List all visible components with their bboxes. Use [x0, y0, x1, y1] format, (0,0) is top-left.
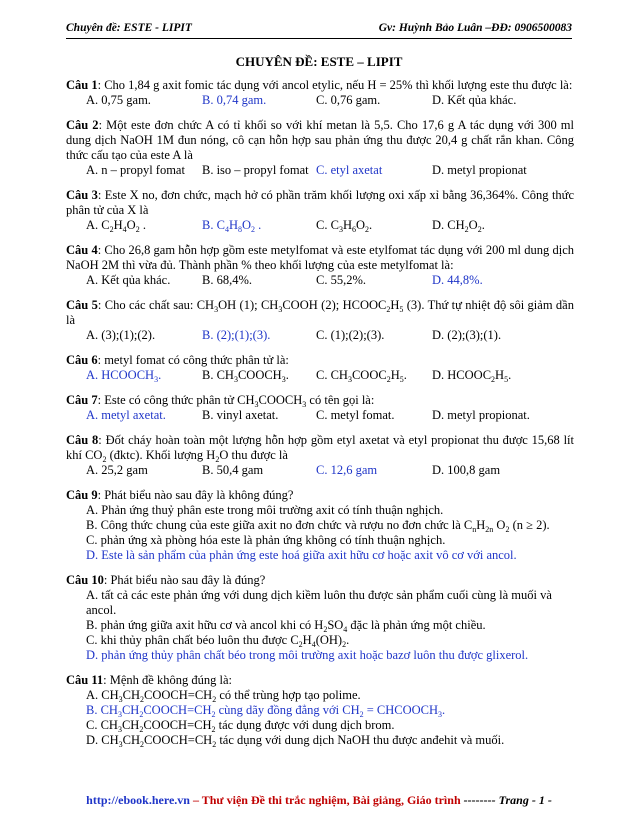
page-number: -------- Trang - 1 - [463, 793, 552, 807]
options [66, 273, 574, 288]
question-stem: : Một este đơn chức A có tỉ khối so với khí metan là 5,5. Cho 17,6 g A tác dụng với 300 ml dung dịch NaOH 1M đun nóng, cô cạn hỗn hợp sau phản ứng thu được 20,4 g chất rắn khan. Công thức cấu tạo của este A là [66, 118, 575, 162]
question-number: Câu 10 [66, 573, 104, 587]
option-c: C. $CH_3CH_2COOCH=CH_2$ tác dụng được với dung dịch brom. [86, 718, 395, 734]
question-stem: : Phát biểu nào sau đây là không đúng? [97, 488, 294, 502]
option-d: D. metyl propionat [432, 163, 527, 177]
question-stem: : Đốt cháy hoàn toàn một lượng hỗn hợp gồm etyl axetat và etyl propionat thu được 15,68 lít khí $CO_2$ (đktc). Khối lượng $H_2O$ thu được là [66, 433, 575, 464]
question-stem: : metyl fomat có công thức phân tử là: [97, 353, 289, 367]
footer-library-text: – Thư viện Đề thi trắc nghiệm, Bài giảng, Giáo trình [189, 793, 464, 807]
option-a: A. tất cả các este phản ứng với dung dịch kiềm luôn thu được sản phẩm cuối cùng là muối và ancol. [86, 588, 552, 617]
option-b: B. phản ứng giữa axit hữu cơ và ancol khi có $H_2SO_4$ đặc là phản ứng một chiều. [86, 618, 486, 634]
option-d: D. $HCOOC_2H_5$. [432, 368, 512, 384]
option-a: A. Kết qủa khác. [86, 273, 171, 287]
option-c: C. $CH_3COOC_2H_5$. [316, 368, 407, 384]
question-11 [66, 673, 574, 748]
question-5 [66, 298, 574, 343]
option-c: C. 12,6 gam [316, 463, 378, 477]
options [66, 163, 574, 178]
question-number: Câu 11 [66, 673, 104, 687]
question-number: Câu 4 [66, 243, 98, 257]
page-footer [0, 793, 638, 808]
option-c: C. metyl fomat. [316, 408, 395, 422]
option-c: C. $C_3H_6O_2$. [316, 218, 373, 234]
question-9 [66, 488, 574, 563]
options [66, 328, 574, 343]
options [66, 463, 574, 478]
question-4 [66, 243, 574, 288]
option-b: B. iso – propyl fomat [202, 163, 309, 177]
option-a: A. 0,75 gam. [86, 93, 151, 107]
option-d: D. 100,8 gam [432, 463, 501, 477]
header-author: Gv: Huỳnh Bảo Luân –ĐĐ: 0906500083 [378, 22, 572, 34]
question-list [66, 78, 574, 758]
question-number: Câu 3 [66, 188, 98, 202]
question-number: Câu 1 [66, 78, 98, 92]
option-d: D. (2);(3);(1). [432, 328, 502, 342]
options [66, 218, 574, 233]
option-a: A. $C_2H_4O_2$ . [86, 218, 146, 234]
question-number: Câu 7 [66, 393, 98, 407]
question-number: Câu 8 [66, 433, 99, 447]
option-b: B. (2);(1);(3). [202, 328, 271, 342]
option-a: A. Phản ứng thuỷ phân este trong môi trường axit có tính thuận nghịch. [86, 503, 444, 517]
question-number: Câu 2 [66, 118, 99, 132]
header-topic: Chuyên đề: ESTE - LIPIT [66, 22, 192, 34]
option-d: D. metyl propionat. [432, 408, 530, 422]
option-b: B. 0,74 gam. [202, 93, 267, 107]
question-number: Câu 6 [66, 353, 98, 367]
option-a: A. $HCOOCH_3$. [86, 368, 162, 384]
option-b: B. 68,4%. [202, 273, 252, 287]
question-stem: : Cho các chất sau: $CH_3OH$ (1); $CH_3COOH$ (2); $HCOOC_2H_5$ (3). Thứ tự nhiệt độ sôi giảm dần là [66, 298, 574, 327]
question-1 [66, 78, 574, 108]
options [66, 368, 574, 383]
question-stem: : Este có công thức phân tử $CH_3COOCH_3$ có tên gọi là: [97, 393, 375, 409]
question-stem: : Phát biểu nào sau đây là đúng? [103, 573, 266, 587]
question-stem: : Este X no, đơn chức, mạch hở có phần trăm khối lượng oxi xấp xỉ bằng 36,364%. Công thức phân tử của X là [66, 188, 574, 217]
question-number: Câu 9 [66, 488, 98, 502]
question-stem: : Cho 26,8 gam hỗn hợp gồm este metylfomat và este etylfomat tác dụng với 200 ml dung dịch NaOH 2M thì vừa đủ. Thành phần % theo khối lượng của este metylfomat là: [66, 243, 574, 272]
question-2 [66, 118, 574, 178]
question-7 [66, 393, 574, 423]
option-a: A. 25,2 gam [86, 463, 148, 477]
footer-link[interactable]: http://ebook.here.vn [86, 793, 190, 807]
question-stem: : Cho 1,84 g axit fomic tác dụng với ancol etylic, nếu H = 25% thì khối lượng este thu được là: [97, 78, 573, 92]
option-b: B. $CH_3CH_2COOCH=CH_2$ cùng dãy đồng đẳng với $CH_2$ = $CHCOOCH_3$. [86, 703, 446, 719]
option-b: B. 50,4 gam [202, 463, 264, 477]
question-6 [66, 353, 574, 383]
question-stem: : Mệnh đề không đúng là: [103, 673, 232, 687]
option-c: C. etyl axetat [316, 163, 383, 177]
option-b: B. Công thức chung của este giữa axit no đơn chức và rượu no đơn chức là $C_nH_{2n}$ $O_2$ (n ≥ 2). [86, 518, 550, 534]
document-title: CHUYÊN ĐỀ: ESTE – LIPIT [235, 54, 403, 69]
option-a: A. n – propyl fomat [86, 163, 185, 177]
option-c: C. (1);(2);(3). [316, 328, 385, 342]
option-a: A. $CH_3CH_2COOCH=CH_2$ có thể trùng hợp tạo polime. [86, 688, 361, 704]
question-3 [66, 188, 574, 233]
option-a: A. metyl axetat. [86, 408, 166, 422]
option-d: D. Kết qủa khác. [432, 93, 517, 107]
option-d: D. $CH_3CH_2COOCH=CH_2$ tác dụng với dung dịch NaOH thu được anđehit và muối. [86, 733, 505, 749]
option-b: B. $C_4H_8O_2$ . [202, 218, 262, 234]
option-a: A. (3);(1);(2). [86, 328, 156, 342]
option-c: C. phản ứng xà phòng hóa este là phản ứng không có tính thuận nghịch. [86, 533, 446, 547]
question-10 [66, 573, 574, 663]
option-d: D. Este là sản phẩm của phản ứng este hoá giữa axit hữu cơ hoặc axit vô cơ với ancol. [86, 548, 517, 562]
option-c: C. 0,76 gam. [316, 93, 381, 107]
question-8 [66, 433, 574, 478]
option-b: B. vinyl axetat. [202, 408, 279, 422]
option-c: C. khi thủy phân chất béo luôn thu được $C_2H_4(OH)_2$. [86, 633, 350, 649]
page-header [66, 22, 572, 39]
option-d: D. $CH_2O_2$. [432, 218, 485, 234]
option-c: C. 55,2%. [316, 273, 366, 287]
question-number: Câu 5 [66, 298, 98, 312]
option-d: D. 44,8%. [432, 273, 483, 287]
options [66, 408, 574, 423]
option-d: D. phản ứng thủy phân chất béo trong môi trường axit hoặc bazơ luôn thu được glixerol. [86, 648, 529, 662]
options [66, 93, 574, 108]
option-b: B. $CH_3COOCH_3$. [202, 368, 289, 384]
